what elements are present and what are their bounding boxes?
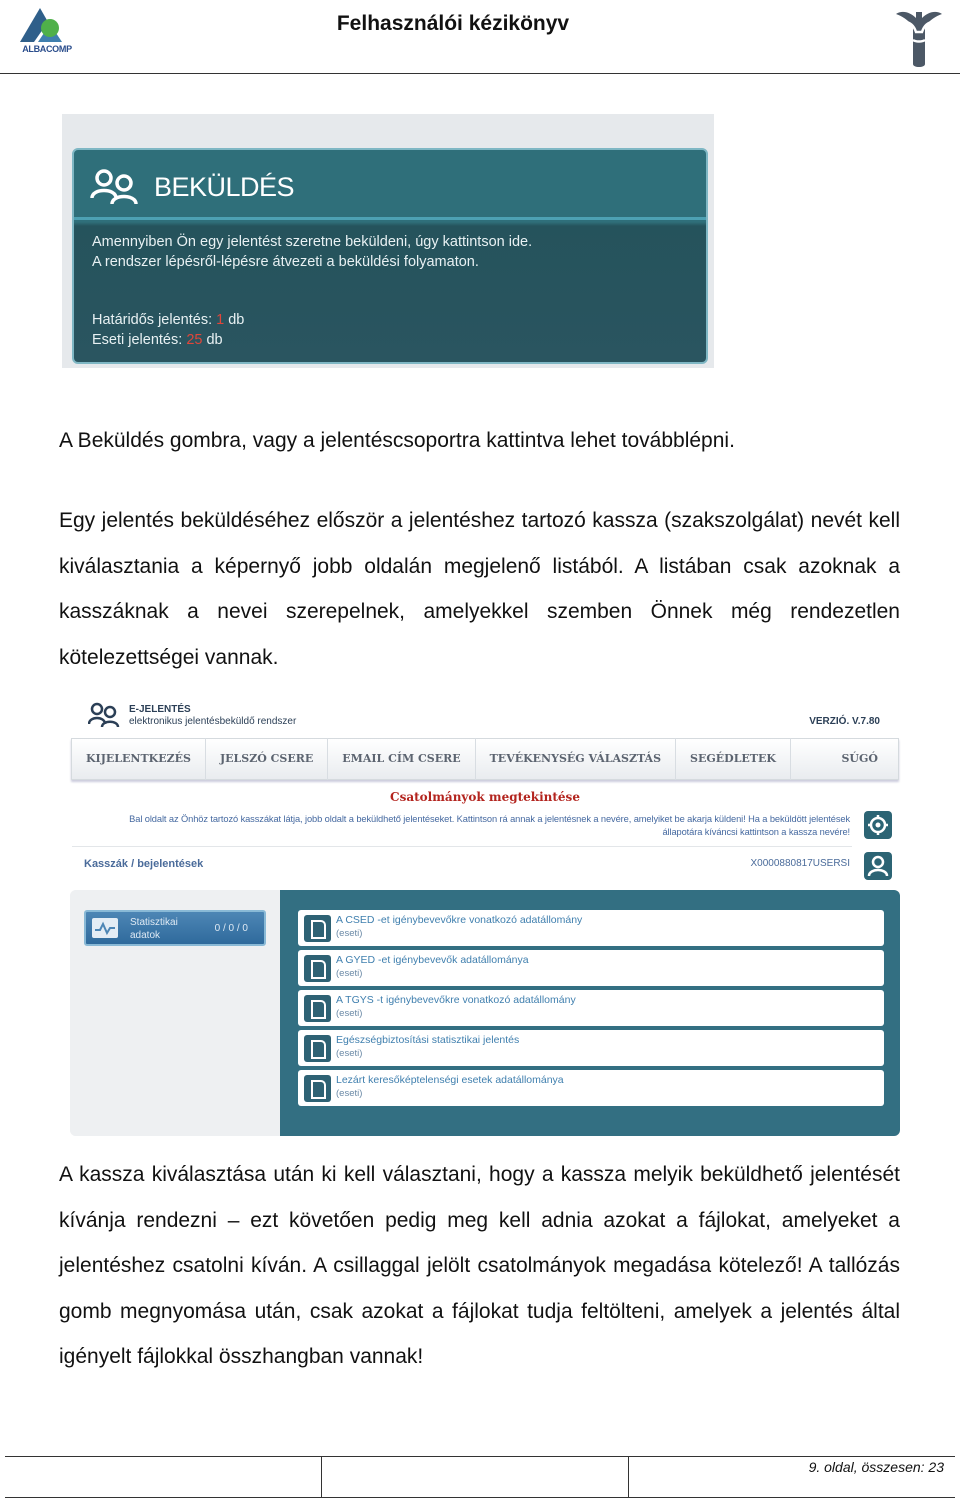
settings-button[interactable] <box>864 811 892 839</box>
report-type: (eseti) <box>336 1048 363 1059</box>
report-title: A CSED -et igénybevevőkre vonatkozó adatállomány <box>336 914 583 926</box>
content-area <box>70 890 900 1136</box>
document-icon <box>304 1075 331 1102</box>
chart-icon <box>92 918 118 938</box>
report-type: (eseti) <box>336 1088 363 1099</box>
page-number: 9. oldal, összesen: 23 <box>808 1459 944 1475</box>
report-item[interactable] <box>298 1070 884 1106</box>
report-title: A TGYS -t igénybevevőkre vonatkozó adatállomány <box>336 994 576 1006</box>
app-name: E-JELENTÉS <box>129 704 191 715</box>
kassza-name-line2: adatok <box>130 930 161 941</box>
app-version: VERZIÓ. V.7.80 <box>809 716 880 727</box>
document-icon <box>304 955 331 982</box>
institution-logo-icon <box>892 8 946 70</box>
occasional-label: Eseti jelentés: <box>92 332 183 348</box>
nav-logout[interactable]: KIJELENTKEZÉS <box>72 738 206 780</box>
document-icon <box>304 915 331 942</box>
report-item[interactable] <box>298 1030 884 1066</box>
submit-desc-line2: A rendszer lépésről-lépésre átvezeti a beküldési folyamaton. <box>92 254 479 270</box>
albacomp-brand-text: ALBACOMP <box>22 44 72 54</box>
submit-panel-title: BEKÜLDÉS <box>154 172 295 202</box>
report-title: Egészségbiztosítási statisztikai jelentés <box>336 1034 520 1046</box>
section-title: Csatolmányok megtekintése <box>390 790 580 804</box>
user-icon <box>864 852 892 880</box>
users-icon <box>90 168 138 206</box>
paragraph-3: A kassza kiválasztása után ki kell választani, hogy a kassza melyik beküldhető jelentését kívánja rendezni – ezt követően pedig meg kell adnia azokat a fájlokat, amelyeket a jelentéshez csatolni kíván. A csillaggal jelölt csatolmányok megadása kötelező! A tallózás gomb megnyomása után, csak azokat a fájlokat tudja feltölteni, amelyek a jelentés által igényelt fájlokkal összhangban vannak! <box>59 1163 900 1368</box>
kassza-list <box>70 890 280 1136</box>
kassza-counts: 0 / 0 / 0 <box>214 923 248 934</box>
kassza-name-line1: Statisztikai <box>130 917 178 928</box>
app-subtitle: elektronikus jelentésbeküldő rendszer <box>129 716 297 727</box>
report-title: Lezárt keresőképtelenségi esetek adatállománya <box>336 1074 564 1086</box>
info-text <box>68 813 850 839</box>
document-icon <box>304 995 331 1022</box>
report-type: (eseti) <box>336 968 363 979</box>
submit-panel-stats <box>92 310 244 350</box>
report-type: (eseti) <box>336 928 363 939</box>
app-logo-icon <box>88 702 120 728</box>
nav-guides[interactable]: SEGÉDLETEK <box>676 738 791 780</box>
submit-panel-header <box>74 150 706 220</box>
nav-email-change[interactable]: EMAIL CÍM CSERE <box>328 738 475 780</box>
deadline-label: Határidős jelentés: <box>92 312 213 328</box>
submit-screenshot <box>62 114 714 368</box>
institution-logo <box>892 8 946 70</box>
user-button[interactable] <box>864 852 892 880</box>
deadline-count: 1 <box>216 312 225 328</box>
main-nav <box>71 738 899 780</box>
paragraph-1: A Beküldés gombra, vagy a jelentéscsoportra kattintva lehet továbblépni. <box>59 429 735 452</box>
footer-divider <box>321 1456 322 1498</box>
report-list <box>280 890 900 1136</box>
page-title: Felhasználói kézikönyv <box>336 12 570 35</box>
info-line1: Bal oldalt az Önhöz tartozó kasszákat látja, jobb oldalt a beküldhető jelentéseket. Kattintson rá annak a jelentésnek a nevére, amelyiket be akarja küldeni! Ha a beküldött jelentések <box>129 814 850 824</box>
gear-icon <box>864 811 892 839</box>
submit-panel-description <box>92 232 692 272</box>
separator-line <box>72 846 852 847</box>
occasional-unit: db <box>206 332 223 348</box>
nav-password-change[interactable]: JELSZÓ CSERE <box>206 738 328 780</box>
submit-panel[interactable] <box>72 148 708 364</box>
report-type: (eseti) <box>336 1008 363 1019</box>
page-header <box>0 0 960 74</box>
report-title: A GYED -et igénybevevők adatállománya <box>336 954 529 966</box>
deadline-unit: db <box>228 312 245 328</box>
user-id: X0000880817USERSI <box>750 858 850 869</box>
ejelentes-screenshot <box>68 696 902 1138</box>
document-icon <box>304 1035 331 1062</box>
footer-bottom-line <box>5 1497 955 1498</box>
breadcrumb: Kasszák / bejelentések <box>84 858 204 870</box>
deadline-report-count <box>92 310 244 330</box>
report-item[interactable] <box>298 990 884 1026</box>
paragraph-2: Egy jelentés beküldéséhez először a jelentéshez tartozó kassza (szakszolgálat) nevét kell kiválasztania a képernyő jobb oldalán megjelenő listából. A listában csak azoknak a kasszáknak a nevei szerepelnek, amelyekkel szemben Önnek még rendezetlen kötelezettségei vannak. <box>59 509 900 669</box>
footer-divider <box>628 1456 629 1498</box>
nav-help[interactable]: SÚGÓ <box>841 752 878 765</box>
kassza-item[interactable] <box>84 910 266 946</box>
occasional-report-count <box>92 330 244 350</box>
submit-desc-line1: Amennyiben Ön egy jelentést szeretne beküldeni, úgy kattintson ide. <box>92 234 533 250</box>
report-item[interactable] <box>298 910 884 946</box>
info-line2: állapotára kíváncsi kattintson a kassza nevére! <box>662 827 850 837</box>
kassza-name <box>130 916 178 942</box>
occasional-count: 25 <box>186 332 203 348</box>
footer-top-line <box>5 1456 955 1457</box>
report-item[interactable] <box>298 950 884 986</box>
nav-activity-select[interactable]: TEVÉKENYSÉG VÁLASZTÁS <box>476 738 676 780</box>
